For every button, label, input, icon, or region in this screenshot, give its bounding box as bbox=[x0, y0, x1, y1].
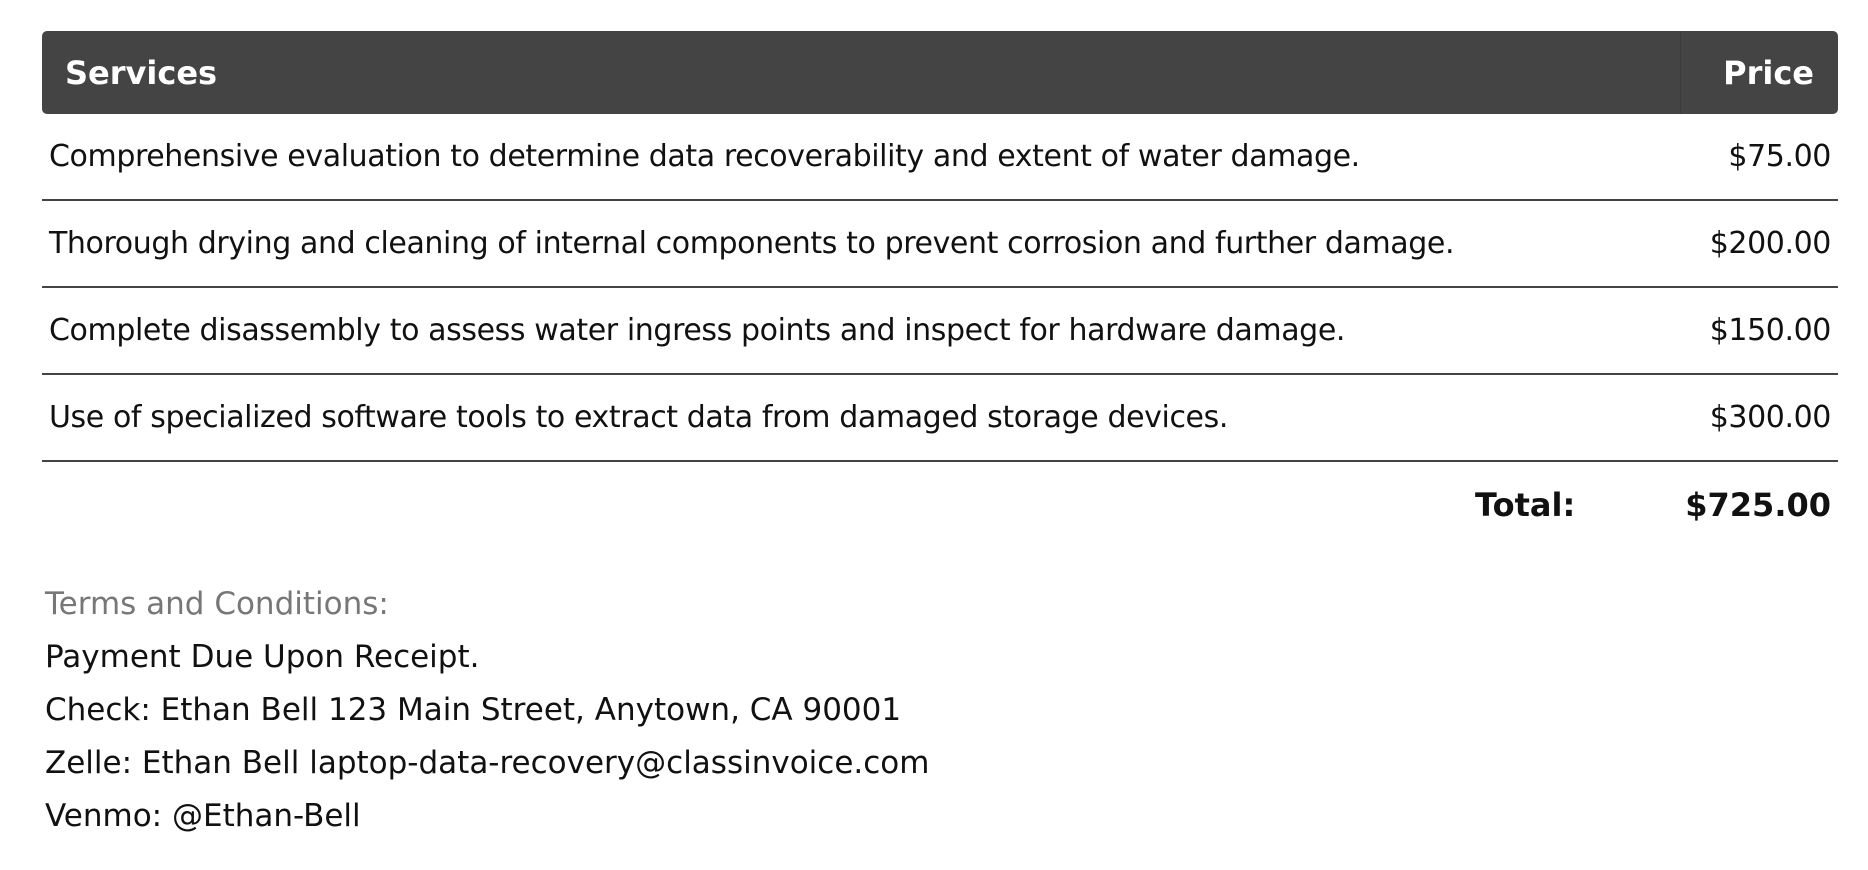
service-description: Thorough drying and cleaning of internal components to prevent corrosion and further damage. bbox=[49, 226, 1455, 261]
service-price: $300.00 bbox=[1709, 400, 1831, 435]
service-description: Complete disassembly to assess water ingress points and inspect for hardware damage. bbox=[49, 313, 1346, 348]
header-price: Price bbox=[1680, 31, 1838, 114]
table-row bbox=[42, 375, 1838, 462]
services-table bbox=[42, 31, 1838, 547]
service-description: Use of specialized software tools to extract data from damaged storage devices. bbox=[49, 400, 1228, 435]
total-row bbox=[42, 462, 1838, 547]
table-row bbox=[42, 288, 1838, 375]
terms-title: Terms and Conditions: bbox=[45, 586, 389, 622]
header-services: Services bbox=[65, 53, 218, 92]
total-value: $725.00 bbox=[1685, 485, 1831, 524]
service-price: $200.00 bbox=[1709, 226, 1831, 261]
terms-check: Check: Ethan Bell 123 Main Street, Anytown, CA 90001 bbox=[45, 692, 902, 728]
terms-payment-due: Payment Due Upon Receipt. bbox=[45, 639, 480, 675]
table-row bbox=[42, 114, 1838, 201]
terms-section bbox=[45, 578, 929, 843]
service-price: $75.00 bbox=[1728, 139, 1831, 174]
terms-venmo: Venmo: @Ethan-Bell bbox=[45, 798, 361, 834]
table-header bbox=[42, 31, 1838, 114]
service-description: Comprehensive evaluation to determine data recoverability and extent of water damage. bbox=[49, 139, 1360, 174]
total-label: Total: bbox=[1475, 485, 1576, 524]
table-row bbox=[42, 201, 1838, 288]
terms-zelle: Zelle: Ethan Bell laptop-data-recovery@classinvoice.com bbox=[45, 745, 930, 781]
service-price: $150.00 bbox=[1709, 313, 1831, 348]
